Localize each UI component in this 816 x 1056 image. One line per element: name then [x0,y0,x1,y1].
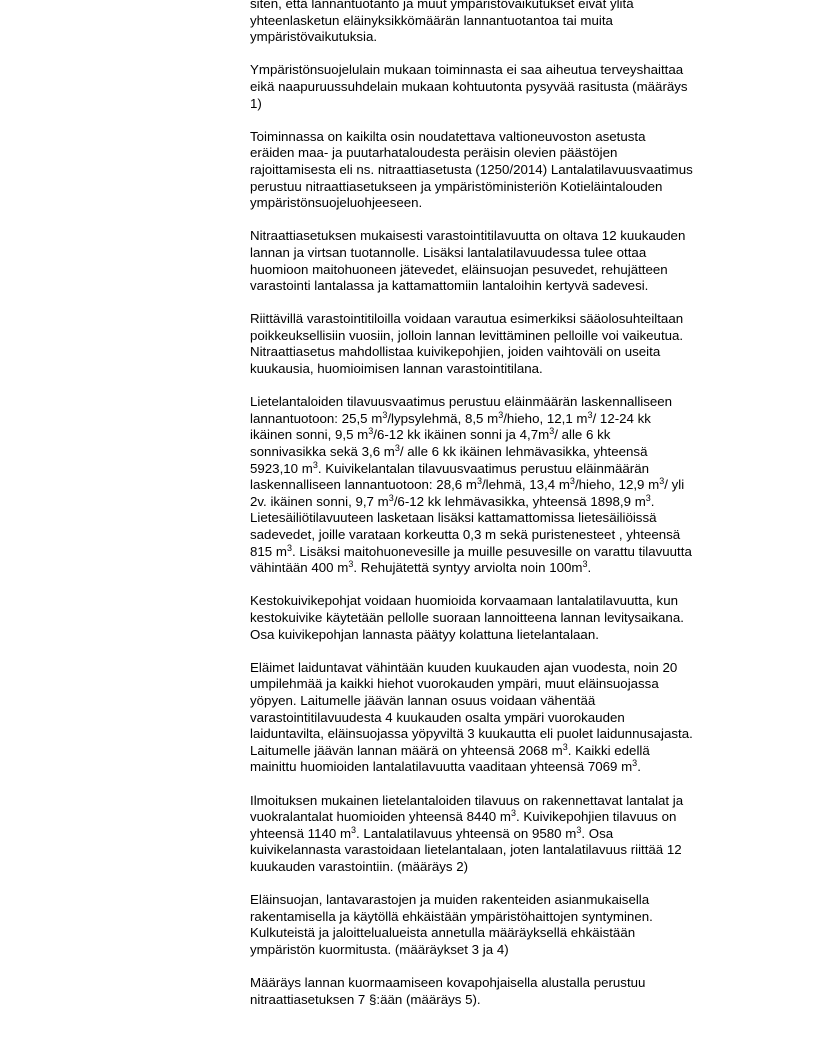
superscript: 3 [394,443,400,454]
text-segment: / alle 6 kk [554,427,611,443]
superscript: 3 [587,409,593,420]
text-line: kuukausia, huomioimisen lannan varastointitilana. [250,361,543,377]
text-segment: mainittu huomioiden lantalatilavuutta vaaditaan yhteensä 7069 m [250,759,633,775]
text-line: eikä naapuruussuhdelain mukaan kohtuutonta pysyvää rasitusta (määräys [250,78,688,94]
text-segment: kuukauden varastointiin. (määräys 2) [250,858,469,874]
text-segment: kuivikelannasta varastoidaan lietelantalaan, joten lantalatilavuus riittää 12 [250,842,682,858]
text-segment: yhteensä 1140 m [250,825,352,841]
paragraph [250,593,740,643]
text-segment: laskennalliseen lannantuotoon: 28,6 m [250,477,477,493]
text-line: kestokuivike käytetään pellolle suoraan lannoitteena lannan levitysaikana. [250,609,684,625]
text-segment: 5923,10 m [250,460,313,476]
text-segment: varastointitilavuudesta 4 kuukauden osalta ympäri vuorokauden [250,709,625,725]
superscript: 3 [476,476,482,487]
text-segment: /6-12 kk ikäinen sonni ja 4,7m [373,427,550,443]
text-line: rakentamisella ja käytöllä ehkäistään ympäristöhaittojen syntyminen. [250,908,653,924]
text-segment: Laitumelle jäävän lannan määrä on yhteensä 2068 m [250,742,563,758]
text-line: ympäristövaikutuksia. [250,29,378,45]
superscript: 3 [576,824,582,835]
text-line: huomioon maitohuoneen jätevedet, eläinsuojan pesuvedet, rehujätteen [250,261,668,277]
paragraph [250,975,740,1008]
text-line: Määräys lannan kuormaamiseen kovapohjaisella alustalla perustuu [250,975,646,991]
text-segment: / yli [664,477,685,493]
paragraph [250,0,740,46]
text-segment: Ilmoituksen mukainen lietelantaloiden tilavuus on rakennettavat lantalat ja [250,792,684,808]
text-segment: . Lisäksi maitohuonevesille ja muille pesuvesille on varattu tilavuutta [291,543,692,559]
text-segment: 815 m [250,543,287,559]
superscript: 3 [562,741,568,752]
text-segment: /6-12 kk lehmävasikka, yhteensä 1898,9 m [393,493,646,509]
text-line: Nitraattiasetuksen mukaisesti varastointitilavuutta on oltava 12 kuukauden [250,228,686,244]
superscript: 3 [659,476,665,487]
superscript: 3 [351,824,357,835]
text-segment: lannantuotoon: 25,5 m [250,410,383,426]
text-segment: Lietelantaloiden tilavuusvaatimus perustuu eläinmäärän laskennalliseen [250,394,673,410]
text-segment: / alle 6 kk ikäinen lehmävasikka, yhteensä [399,444,648,460]
text-segment: ikäinen sonni, 9,5 m [250,427,369,443]
text-segment: sonnivasikka sekä 3,6 m [250,444,395,460]
superscript: 3 [348,559,354,570]
superscript: 3 [388,492,394,503]
paragraph [250,129,740,212]
superscript: 3 [569,476,575,487]
text-segment: . Lantalatilavuus yhteensä on 9580 m [356,825,577,841]
text-line: lannan ja virtsan tuotannolle. Lisäksi lantalatilavuudessa tulee ottaa [250,244,647,260]
text-line: ympäristönsuojeluohjeeseen. [250,195,423,211]
text-segment: sadevedet, joille varataan korkeutta 0,3 m sekä puristenesteet , yhteensä [250,527,681,542]
text-line: Kulkuteistä ja jaloittelualueista annetulla määräyksellä ehkäistään [250,925,636,941]
superscript: 3 [645,492,651,503]
paragraph [250,793,740,876]
text-segment: laiduntavilta, eläinsuojassa yöpyviltä 3 kuukautta eli puolet laidunnusajasta. [250,726,693,742]
text-segment: . Kuivikepohjien tilavuus on [515,809,677,825]
superscript: 3 [286,542,292,553]
text-line: poikkeuksellisiin vuosiin, jolloin lannan levittäminen pelloille voi vaikeutua. [250,327,684,343]
paragraph [250,892,740,958]
paragraph [250,394,740,577]
text-line: ympäristön kuormitusta. (määräykset 3 ja 4) [250,941,509,957]
text-segment: /hieho, 12,9 m [574,477,660,493]
document-page [250,0,740,1025]
text-line: Nitraattiasetus mahdollistaa kuivikepohjien, joiden vaihtoväli on useita [250,344,661,360]
superscript: 3 [368,426,374,437]
text-segment: Eläimet laiduntavat vähintään kuuden kuukauden ajan vuodesta, noin 20 [250,659,678,675]
text-segment: umpilehmää ja kaikki hiehot vuorokauden ympäri, muut eläinsuojassa [250,676,659,692]
text-segment: . Kaikki edellä [567,742,650,758]
text-segment: . Kuivikelantalan tilavuusvaatimus perustuu eläinmäärän [317,460,649,476]
superscript: 3 [632,758,638,769]
text-line: Riittävillä varastointitiloilla voidaan varautua esimerkiksi sääolosuhteiltaan [250,311,684,327]
text-segment: . [650,493,655,509]
text-segment: . [587,560,592,576]
text-segment: . [637,759,641,775]
text-line: nitraattiasetuksen 7 §:ään (määräys 5). [250,991,481,1007]
superscript: 3 [382,409,388,420]
text-segment: / 12-24 kk [592,410,651,426]
text-line: Ympäristönsuojelulain mukaan toiminnasta ei saa aiheutua terveyshaittaa [250,62,684,78]
text-segment: Lietesäiliötilavuuteen lasketaan lisäksi kattamattomissa lietesäiliöissä [250,510,657,526]
text-line: varastointi lantalassa ja kattamattomiin lantaloihin kertyvä sadevesi. [250,278,649,294]
text-segment: . Rehujätettä syntyy arviolta noin 100m [353,560,583,576]
paragraph [250,62,740,112]
text-line: perustuu nitraattiasetukseen ja ympäristöministeriön Kotieläintalouden [250,178,663,194]
superscript: 3 [498,409,504,420]
paragraph [250,311,740,377]
text-segment: /lehmä, 13,4 m [481,477,570,493]
superscript: 3 [510,808,516,819]
text-segment: /lypsylehmä, 8,5 m [387,410,499,426]
text-line: yhteenlasketun eläinyksikkömäärän lannantuotantoa tai muita [250,12,613,28]
text-line: eräiden maa- ja puutarhataloudesta peräisin olevien päästöjen [250,145,618,161]
text-line: rajoittamisesta eli ns. nitraattiasetusta (1250/2014) Lantalatilavuusvaatimus [250,161,693,177]
superscript: 3 [549,426,555,437]
text-line: Osa kuivikepohjan lannasta päätyy kolattuna lietelantalaan. [250,626,599,642]
paragraph [250,660,740,776]
text-segment: 2v. ikäinen sonni, 9,7 m [250,493,389,509]
text-line: Toiminnassa on kaikilta osin noudatettava valtioneuvoston asetusta [250,128,646,144]
text-segment: . Osa [581,825,614,841]
text-line: Kestokuivikepohjat voidaan huomioida korvaamaan lantalatilavuutta, kun [250,593,678,609]
text-segment: vähintään 400 m [250,560,349,576]
text-line: siten, että lannantuotanto ja muut ympäristövaikutukset eivät ylitä [250,0,634,11]
text-segment: vuokralantalat huomioiden yhteensä 8440 m [250,809,511,825]
text-line: Eläinsuojan, lantavarastojen ja muiden rakenteiden asianmukaisella [250,892,650,908]
superscript: 3 [312,459,318,470]
paragraph [250,228,740,294]
text-segment: yöpyen. Laitumelle jäävän lannan osuus voidaan vähentää [250,692,596,708]
text-segment: /hieho, 12,1 m [503,410,588,426]
text-line: 1) [250,95,262,111]
superscript: 3 [582,559,588,570]
